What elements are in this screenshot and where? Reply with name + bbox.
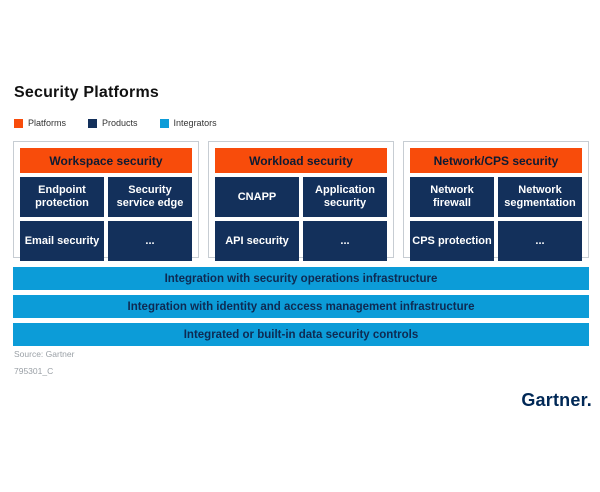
integrator-bar-security-operations: Integration with security operations infrastructure (13, 267, 589, 290)
platform-box-workload-security (208, 141, 394, 258)
product-cell-cnapp: CNAPP (215, 177, 299, 217)
legend (14, 118, 217, 128)
product-cell-network-ellipsis: ... (498, 221, 582, 261)
product-cell-workload-ellipsis: ... (303, 221, 387, 261)
platform-header: Network/CPS security (410, 148, 582, 173)
gartner-logo: Gartner. (521, 390, 592, 410)
legend-label: Platforms (28, 118, 67, 128)
product-grid (20, 177, 192, 261)
source-line: Source: Gartner (14, 349, 75, 359)
figure-title: Security Platforms (14, 84, 159, 101)
integrators-swatch-icon (160, 119, 169, 128)
platform-header: Workload security (215, 148, 387, 173)
integrator-bar-identity-access-management: Integration with identity and access management infrastructure (13, 295, 589, 318)
platform-row (13, 141, 589, 258)
product-cell-cps-protection: CPS protection (410, 221, 494, 261)
product-cell-network-firewall: Network firewall (410, 177, 494, 217)
platforms-swatch-icon (14, 119, 23, 128)
product-grid (410, 177, 582, 261)
integrator-bar-data-security-controls: Integrated or built-in data security controls (13, 323, 589, 346)
product-cell-application-security: Application security (303, 177, 387, 217)
platform-header: Workspace security (20, 148, 192, 173)
products-swatch-icon (88, 119, 97, 128)
product-cell-security-service-edge: Security service edge (108, 177, 192, 217)
source-block (14, 346, 74, 380)
legend-label: Integrators (173, 118, 217, 128)
product-cell-network-segmentation: Network segmentation (498, 177, 582, 217)
legend-item-integrators (160, 118, 217, 128)
figure-id: 795301_C (14, 366, 54, 376)
legend-item-products (88, 118, 138, 128)
product-cell-api-security: API security (215, 221, 299, 261)
legend-label: Products (102, 118, 138, 128)
platform-box-network-cps-security (403, 141, 589, 258)
product-cell-endpoint-protection: Endpoint protection (20, 177, 104, 217)
product-cell-workspace-ellipsis: ... (108, 221, 192, 261)
legend-item-platforms (14, 118, 66, 128)
integrator-stack (13, 267, 589, 346)
product-grid (215, 177, 387, 261)
product-cell-email-security: Email security (20, 221, 104, 261)
platform-box-workspace-security (13, 141, 199, 258)
